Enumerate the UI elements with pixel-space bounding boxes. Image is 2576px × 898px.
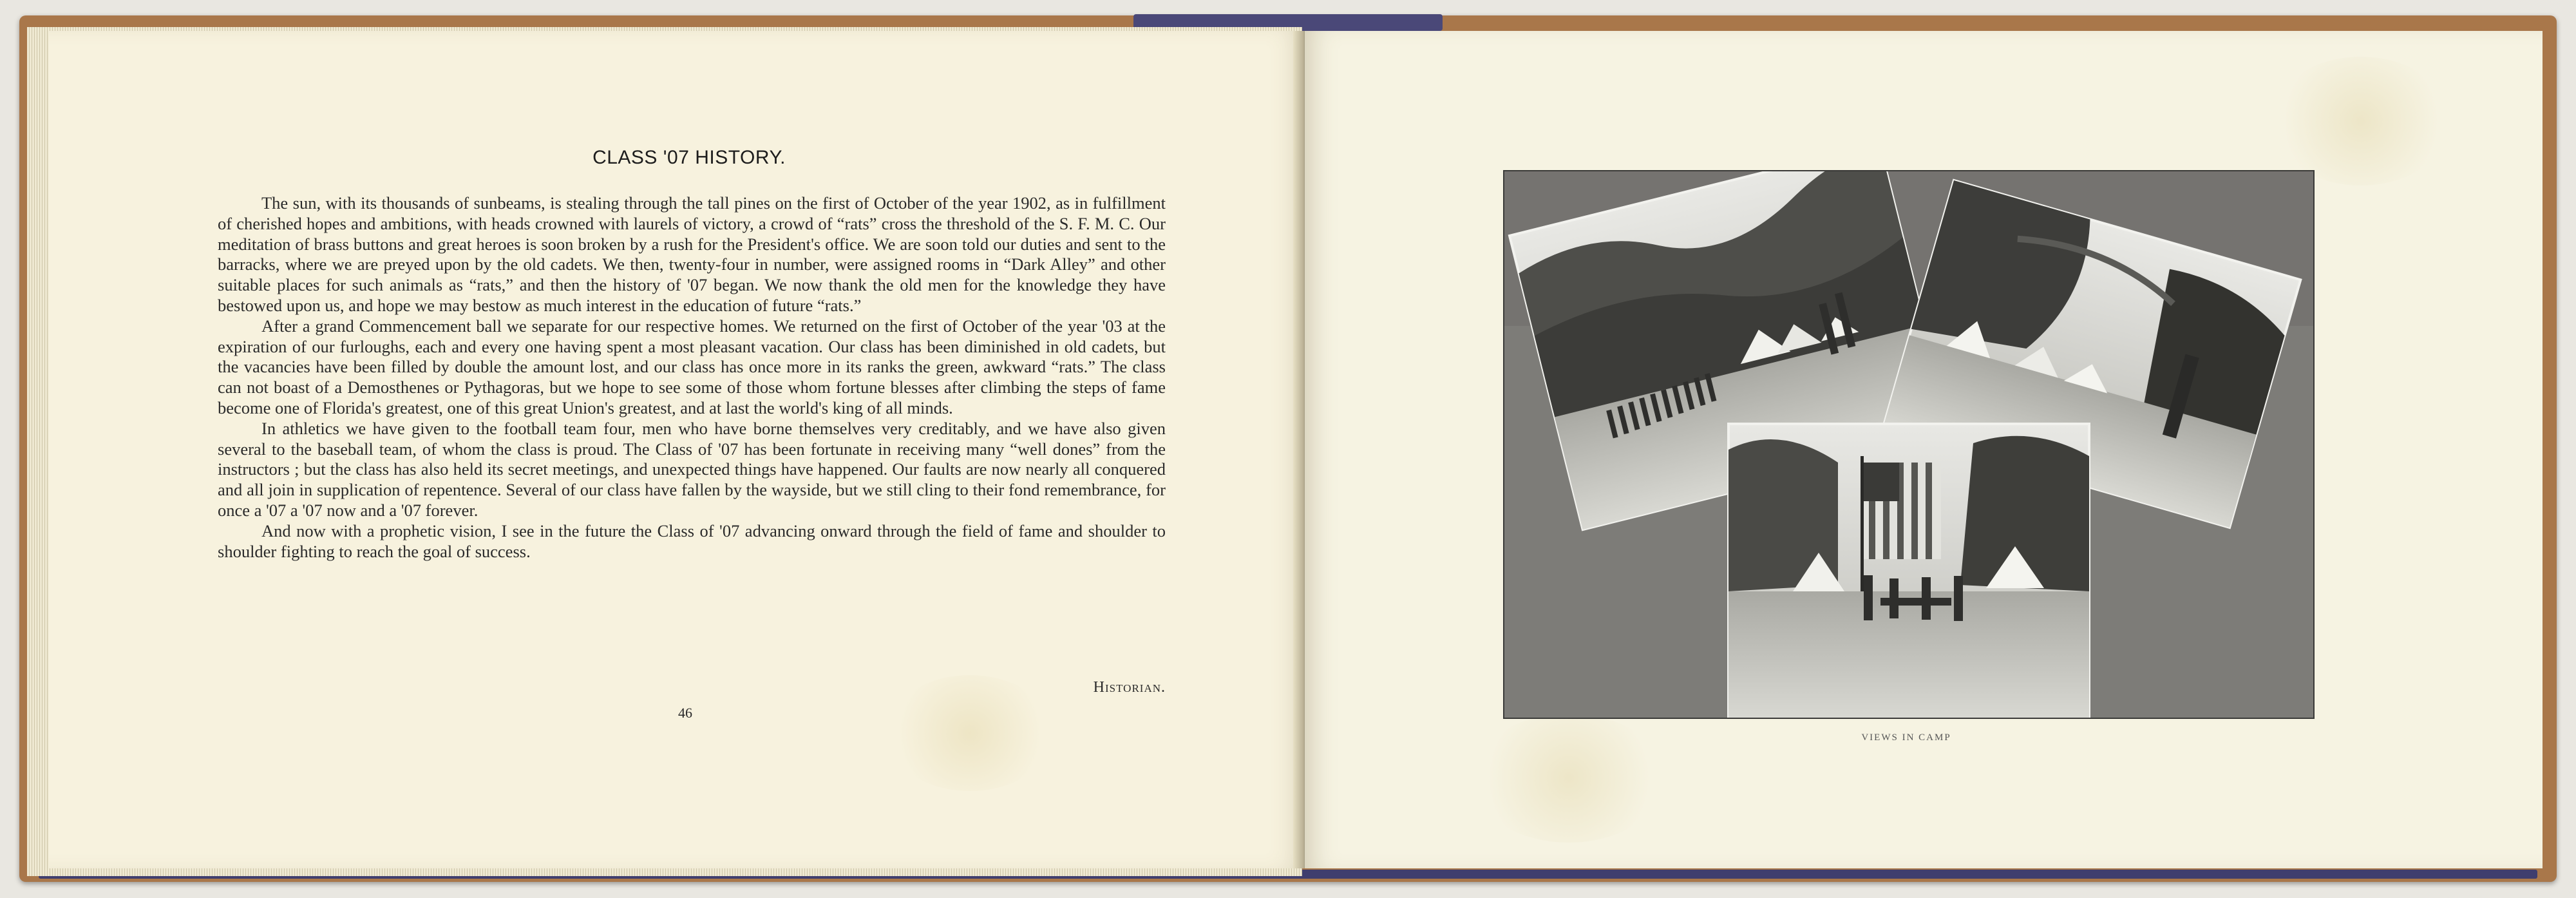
photo-plate <box>1503 170 2315 719</box>
signature: Historian. <box>1093 679 1166 696</box>
paper-stain <box>2271 57 2451 186</box>
paragraph: After a grand Commencement ball we separate for our respective homes. We returned on the first of October of the year '03 at the expiration of our furloughs, each and every one having spent a most pleasant vacation. Our class has been diminished in old cadets, but the vacancies have been filled by double the amount lost, and our class has once more in its ranks the green, awkward “rats.” The class can not boast of a Demosthenes or Pythagoras, but we hope to see some of those whom fortune blesses after climbing the steps of fame become one of Florida's greatest, one of this great Union's greatest, and at last the world's king of all minds. <box>218 316 1166 417</box>
plate-caption: VIEWS IN CAMP <box>1861 732 1951 743</box>
paragraph: And now with a prophetic vision, I see in the future the Class of '07 advancing onward through the field of fame and shoulder to shoulder fighting to reach the goal of success. <box>218 521 1166 561</box>
page-number: 46 <box>678 705 692 721</box>
paragraph: The sun, with its thousands of sunbeams, is stealing through the tall pines on the first of October of the year 1902, as in fulfillment of cherished hopes and ambitions, with heads crowned with laurels of victory, a crowd of “rats” cross the threshold of the S. F. M. C. Our meditation of brass buttons and great heroes is soon broken by a rush for the President's office. We are soon told our duties and sent to the barracks, where we are preyed upon by the old cadets. We then, twenty-four in number, were assigned rooms in “Dark Alley” and other suitable places for such animals as “rats,” and then the history of '07 began. We now thank the old men for the knowledge they have bestowed upon us, and hope we may bestow as much interest in the education of future “rats.” <box>218 193 1166 315</box>
paragraph: In athletics we have given to the football team four, men who have borne themselves very creditably, and we have also given several to the baseball team, of whom the class is proud. The Class of '07 has been fortunate in receiving many “well dones” from the instructors ; but the class has also held its secret meetings, and unexpected things have happened. Our faults are now nearly all conquered and all join in supplication of repentence. Several of our class have fallen by the wayside, but we still cling to their fond remembrance, for once a '07 a '07 now and a '07 forever. <box>218 418 1166 520</box>
photo-collage <box>1504 171 2313 718</box>
history-text <box>218 193 1166 562</box>
flag-and-tents-photo <box>1728 424 2089 718</box>
paper-stain <box>1472 714 1665 843</box>
page-title: CLASS '07 HISTORY. <box>592 147 786 168</box>
